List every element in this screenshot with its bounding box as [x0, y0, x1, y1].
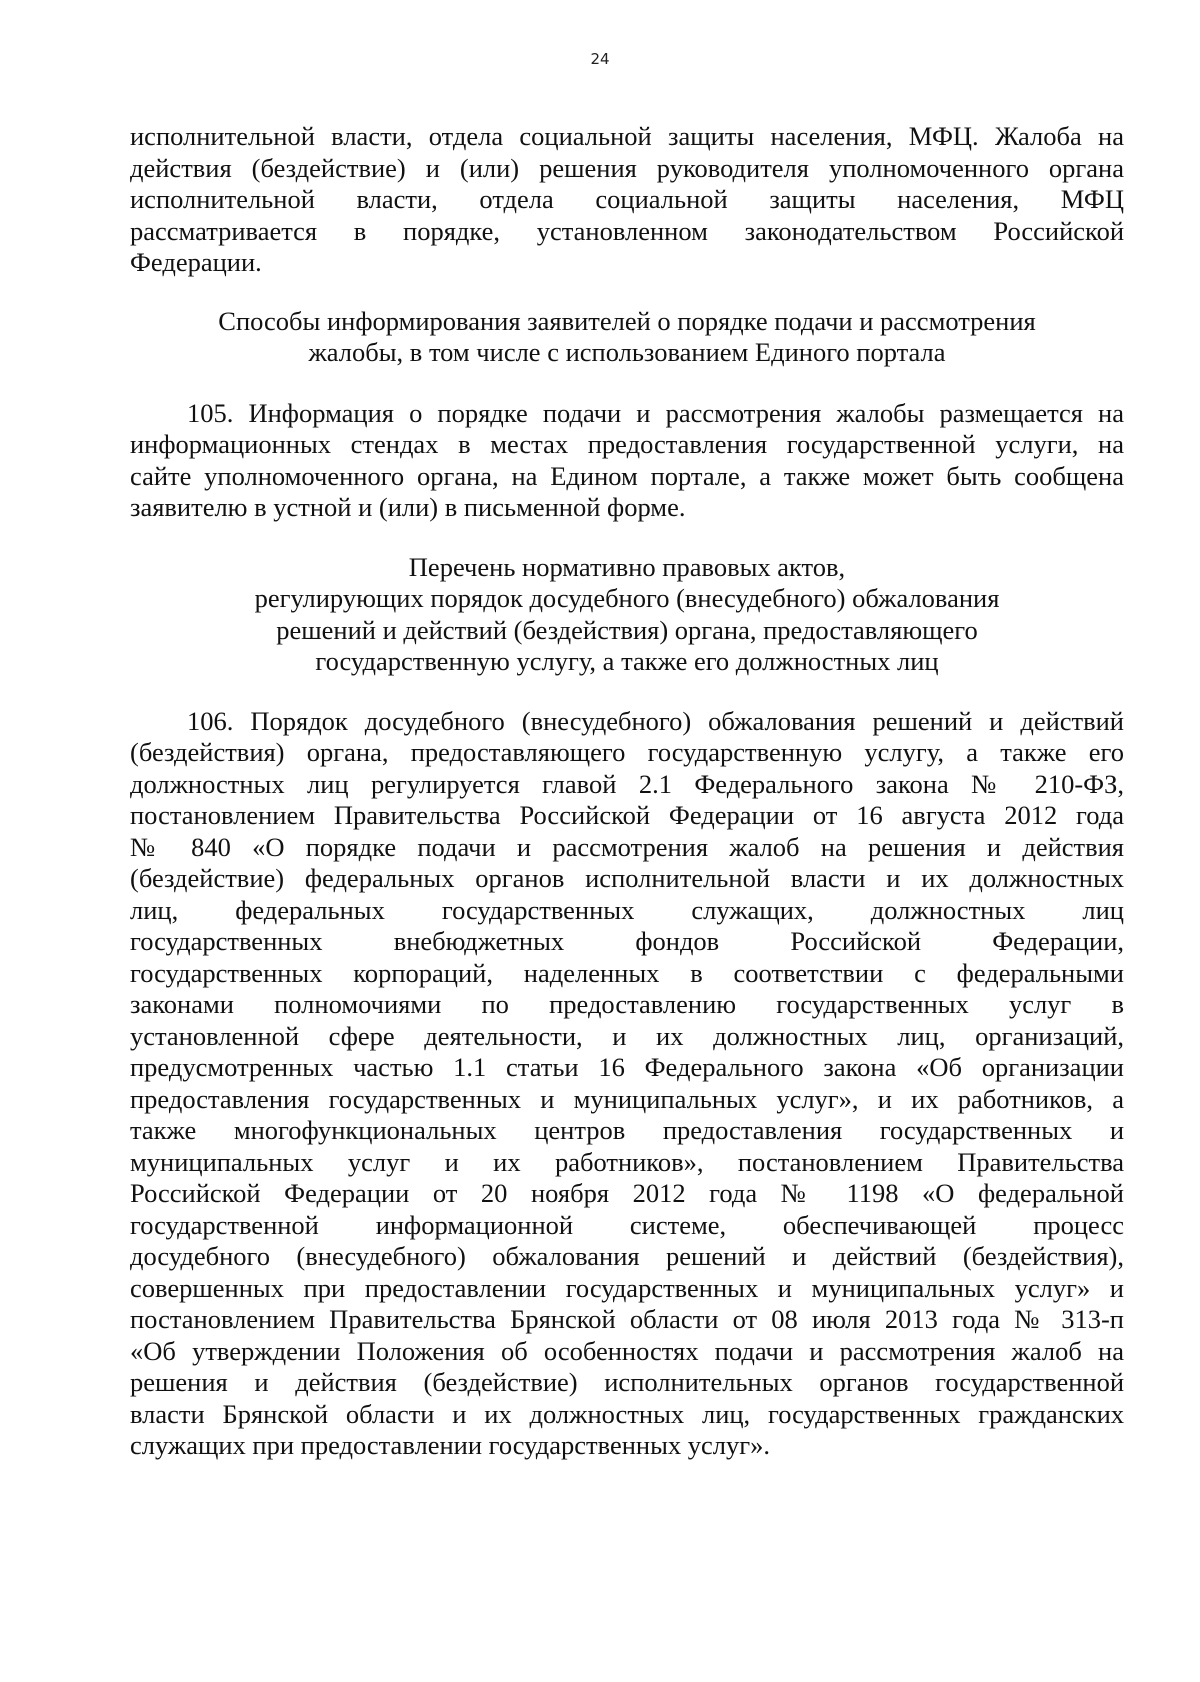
text-line: 106. Порядок досудебного (внесудебного) обжалования решений и действий	[187, 705, 1124, 736]
text-line: Федерации.	[130, 247, 262, 277]
page-content	[130, 121, 1124, 1462]
text-line: постановлением Правительства Брянской области от 08 июля 2013 года № 313-п	[130, 1304, 1124, 1334]
heading-line: жалобы, в том числе с использованием Единого портала	[308, 337, 946, 367]
text-line: (бездействие) федеральных органов исполнительной власти и их должностных	[130, 863, 1124, 893]
text-line: государственных внебюджетных фондов Российской Федерации,	[130, 926, 1124, 956]
text-line: (бездействия) органа, предоставляющего государственную услугу, а также его	[130, 737, 1124, 767]
text-line: установленной сфере деятельности, и их должностных лиц, организаций,	[130, 1020, 1124, 1051]
text-line: совершенных при предоставлении государственных и муниципальных услуг» и	[130, 1272, 1124, 1303]
text-line: действия (бездействие) и (или) решения руководителя уполномоченного органа	[130, 152, 1124, 183]
section-heading-informing-methods	[130, 306, 1124, 369]
text-line: заявителю в устной и (или) в письменной форме.	[130, 492, 686, 522]
text-line: предоставления государственных и муниципальных услуг», и их работников, а	[130, 1083, 1124, 1114]
heading-line: регулирующих порядок досудебного (внесудебного) обжалования	[254, 583, 1000, 613]
text-line: законами полномочиями по предоставлению государственных услуг в	[130, 989, 1124, 1019]
page-number: 24	[590, 50, 610, 68]
text-line: государственной информационной системе, обеспечивающей процесс	[130, 1209, 1124, 1240]
text-line: лиц, федеральных государственных служащих, должностных лиц	[130, 894, 1124, 925]
text-line: должностных лиц регулируется главой 2.1 Федерального закона № 210-ФЗ,	[130, 768, 1124, 799]
text-line: муниципальных услуг и их работников», постановлением Правительства	[130, 1146, 1124, 1177]
text-line: решения и действия (бездействие) исполнительных органов государственной	[130, 1367, 1124, 1397]
text-line: служащих при предоставлении государственных услуг».	[130, 1430, 770, 1460]
section-heading-legal-acts	[130, 552, 1124, 678]
paragraph-105	[130, 398, 1124, 524]
text-line: государственных корпораций, наделенных в соответствии с федеральными	[130, 957, 1124, 988]
heading-line: решений и действий (бездействия) органа, предоставляющего	[276, 614, 978, 645]
text-line: власти Брянской области и их должностных лиц, государственных гражданских	[130, 1398, 1124, 1429]
text-line: «Об утверждении Положения об особенностях подачи и рассмотрения жалоб на	[130, 1335, 1124, 1366]
text-line: исполнительной власти, отдела социальной защиты населения, МФЦ. Жалоба на	[130, 121, 1124, 151]
text-line: Российской Федерации от 20 ноября 2012 года № 1198 «О федеральной	[130, 1178, 1124, 1208]
text-line: 105. Информация о порядке подачи и рассмотрения жалобы размещается на	[187, 397, 1124, 428]
text-line: предусмотренных частью 1.1 статьи 16 Федерального закона «Об организации	[130, 1052, 1124, 1082]
paragraph-106	[130, 706, 1124, 1462]
text-line: постановлением Правительства Российской Федерации от 16 августа 2012 года	[130, 800, 1124, 830]
text-line: сайте уполномоченного органа, на Едином портале, а также может быть сообщена	[130, 460, 1124, 491]
text-line: рассматривается в порядке, установленном законодательством Российской	[130, 215, 1124, 246]
text-line: № 840 «О порядке подачи и рассмотрения жалоб на решения и действия	[130, 831, 1124, 862]
heading-line: государственную услугу, а также его должностных лиц	[315, 646, 939, 676]
heading-line: Перечень нормативно правовых актов,	[408, 551, 846, 582]
text-line: досудебного (внесудебного) обжалования решений и действий (бездействия),	[130, 1241, 1124, 1271]
text-line: исполнительной власти, отдела социальной защиты населения, МФЦ	[130, 184, 1124, 214]
paragraph-complaint-procedure	[130, 121, 1124, 279]
text-line: также многофункциональных центров предоставления государственных и	[130, 1115, 1124, 1145]
text-line: информационных стендах в местах предоставления государственной услуги, на	[130, 429, 1124, 459]
heading-line: Способы информирования заявителей о порядке подачи и рассмотрения	[218, 305, 1036, 336]
